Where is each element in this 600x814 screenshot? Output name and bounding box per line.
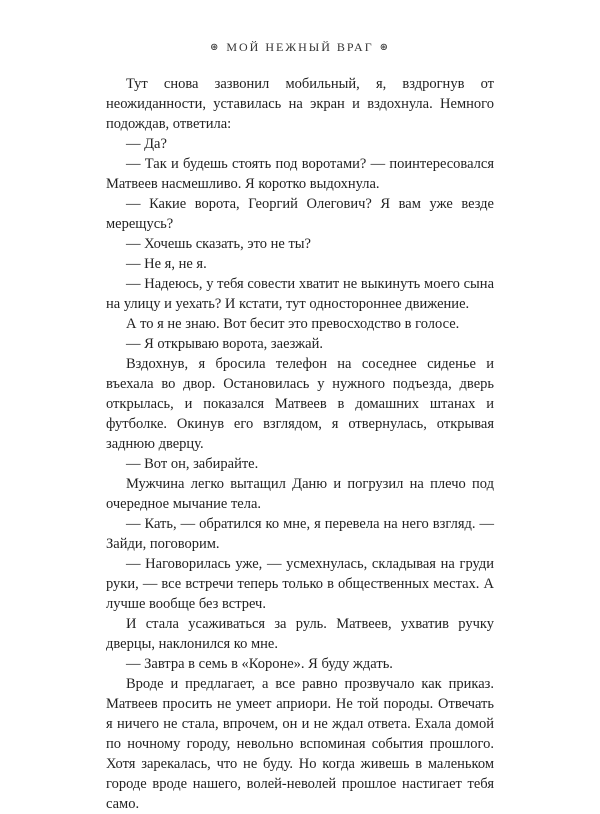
paragraph: — Кать, — обратился ко мне, я перевела на него взгляд. — Зайди, поговорим. xyxy=(106,516,494,552)
paragraph: — Да? xyxy=(126,136,167,152)
paragraph: — Я открываю ворота, заезжай. xyxy=(126,336,323,352)
paragraph: — Вот он, забирайте. xyxy=(126,456,259,472)
paragraph: — Хочешь сказать, это не ты? xyxy=(126,236,311,252)
book-title: МОЙ НЕЖНЫЙ ВРАГ xyxy=(226,40,374,54)
paragraph: — Не я, не я. xyxy=(126,256,207,272)
paragraph: — Так и будешь стоять под воротами? — поинтересовался Матвеев насмешливо. Я коротко выдохнула. xyxy=(106,156,494,192)
paragraph: И стала усаживаться за руль. Матвеев, ухватив ручку дверцы, наклонился ко мне. xyxy=(106,616,494,652)
paragraph: Тут снова зазвонил мобильный, я, вздрогнув от неожиданности, уставилась на экран и вздохнула. Немного подождав, ответила: xyxy=(106,76,494,132)
paragraph: — Какие ворота, Георгий Олегович? Я вам уже везде мерещусь? xyxy=(106,196,494,232)
paragraph: Мужчина легко вытащил Даню и погрузил на плечо под очередное мычание тела. xyxy=(106,476,494,512)
paragraph: — Надеюсь, у тебя совести хватит не выкинуть моего сына на улицу и уехать? И кстати, тут одностороннее движение. xyxy=(106,276,494,312)
page-body xyxy=(106,74,494,814)
ornament-right-icon: ⊛ xyxy=(379,42,391,53)
paragraph: — Наговорилась уже, — усмехнулась, складывая на груди руки, — все встречи теперь только в общественных местах. А лучше вообще без встреч. xyxy=(106,556,494,612)
ornament-left-icon: ⊛ xyxy=(209,42,221,53)
paragraph: Вздохнув, я бросила телефон на соседнее сиденье и въехала во двор. Остановилась у нужного подъезда, дверь открылась, и показался Матвеев в домашних штанах и футболке. Окинув его взглядом, я отвернулась, открывая заднюю дверцу. xyxy=(106,356,494,452)
running-header xyxy=(0,40,600,55)
paragraph: — Завтра в семь в «Короне». Я буду ждать. xyxy=(126,656,393,672)
paragraph: Вроде и предлагает, а все равно прозвучало как приказ. Матвеев просить не умеет априори. Не той породы. Отвечать я ничего не стала, впрочем, он и не ждал ответа. Ехала домой по ночному городу, невольно вспоминая события прошлого. Хотя зарекалась, что не буду. Но когда живешь в маленьком городе вроде нашего, волей-неволей прошлое настигает тебя само. xyxy=(106,676,494,812)
paragraph: А то я не знаю. Вот бесит это превосходство в голосе. xyxy=(126,316,460,332)
